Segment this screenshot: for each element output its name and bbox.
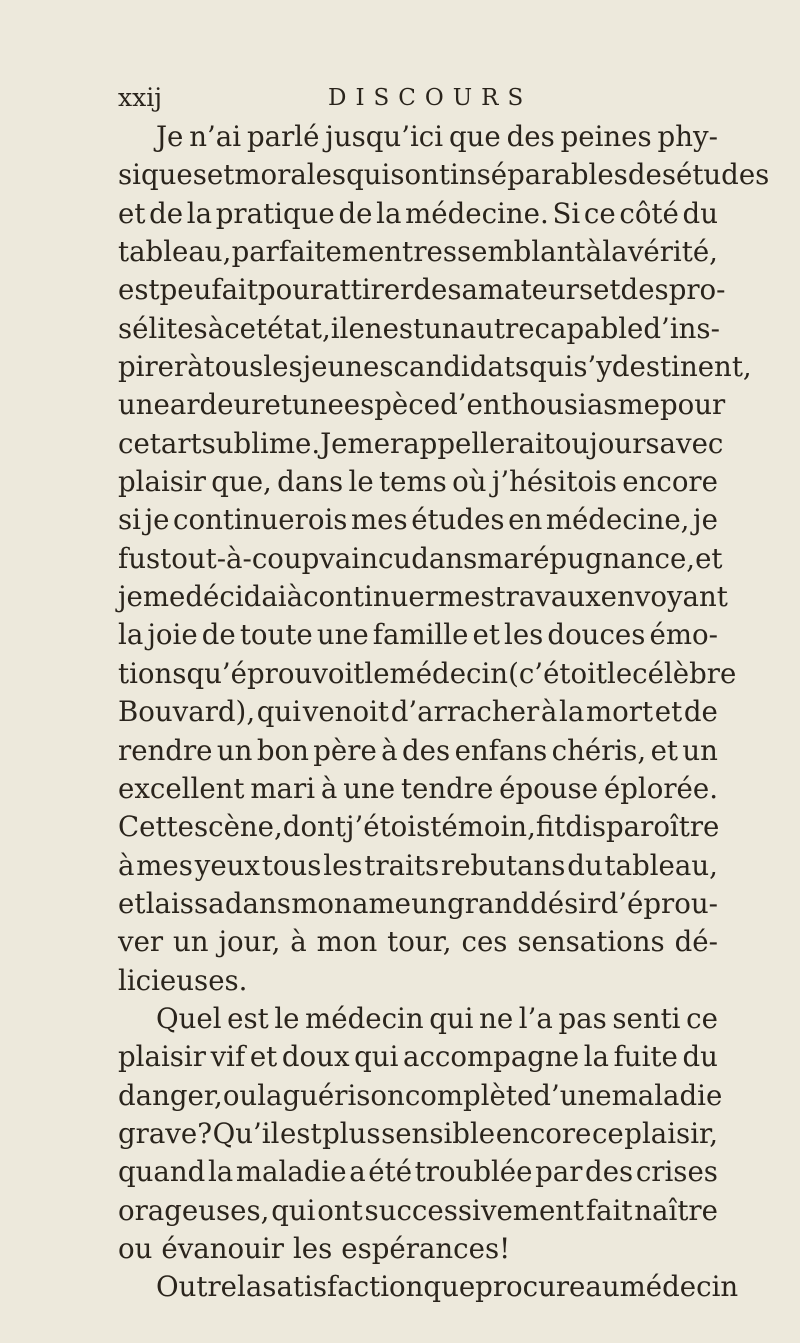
text-line: Je n’ai parlé jusqu’ici que des peines phy- [156,120,718,153]
text-line: siques et morales qui sont inséparables des études [118,158,770,192]
text-line: orageuses, qui ont successivement fait naître [118,1193,718,1227]
text-line: quand la maladie a été troublée par des crises [118,1155,718,1189]
running-title: DISCOURS [328,85,533,111]
text-line: est peu fait pour attirer des amateurs et des pro- [118,273,726,307]
text-line: fus tout-à-coup vaincu dans ma répugnance, et [118,541,723,575]
text-line: ver un jour, à mon tour, ces sensations dé- [118,925,718,959]
body-text [118,118,770,1307]
text-line: une ardeur et une espèce d’enthousiasme pour [118,388,726,422]
page-header [118,80,558,116]
text-line: et de la pratique de la médecine. Si ce côté du [118,196,718,230]
text-line: Outre la satisfaction que procure au médecin [156,1270,739,1304]
text-line: plaisir que, dans le tems où j’hésitois encore [118,465,718,499]
text-line: pirer à tous les jeunes candidats qui s’y destinent, [118,350,752,384]
text-line: licieuses. [118,963,248,997]
text-line: la joie de toute une famille et les douces émo- [118,618,718,652]
text-line: à mes yeux tous les traits rebutans du tableau, [118,848,718,882]
text-line: tableau, parfaitement ressemblant à la vérité, [118,235,718,269]
text-line: Bouvard), qui venoit d’arracher à la mort et de [118,695,718,729]
text-line: Quel est le médecin qui ne l’a pas senti ce [156,1001,718,1035]
text-line: grave? Qu’il est plus sensible encore ce plaisir, [118,1116,718,1150]
page-number: xxij [118,83,162,112]
text-line: danger, ou la guérison complète d’une maladie [118,1078,723,1112]
text-line: je me décidai à continuer mes travaux en voyant [118,580,728,614]
text-line: et laissa dans mon ame un grand désir d’éprou- [118,886,718,920]
text-line: cet art sublime. Je me rappellerai toujours avec [118,426,724,460]
text-line: plaisir vif et doux qui accompagne la fuite du [118,1040,718,1074]
text-line: tions qu’éprouvoit le médecin (c’étoit le célèbre [118,656,737,690]
paragraph [118,118,770,1000]
text-line: excellent mari à une tendre épouse éplorée. [118,771,718,805]
paragraph [118,1000,739,1307]
text-line: rendre un bon père à des enfans chéris, et un [118,733,718,767]
text-line: Cette scène, dont j’étois témoin, fit disparoître [118,810,720,844]
text-line: si je continuerois mes études en médecine, je [118,503,718,537]
text-line: ou évanouir les espérances! [118,1231,511,1265]
text-line: sélites à cet état, il en est un autre capable d’ins- [118,311,720,345]
